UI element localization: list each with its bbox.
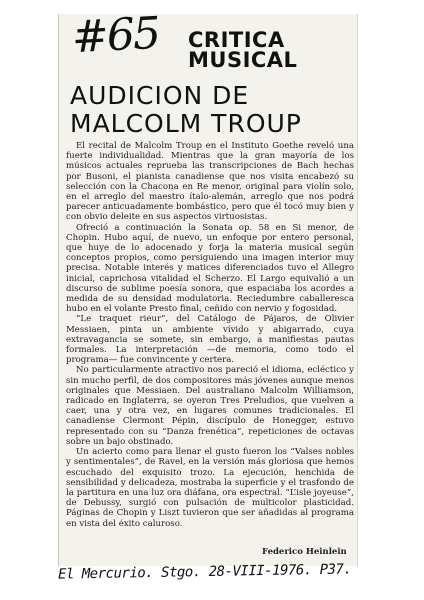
article-paragraph: Un acierto como para llenar el gusto fueron los “Valses nobles y sentimentales”, de Ravel, en la versión más gloriosa que hemos escuchado del exquisito trozo. La ejecución, henchida de sensibilidad y delicadeza, mostraba la superficie y el trasfondo de la partitura en una luz ora diáfana, ora espectral. “L’isle joyeuse”, de Debussy, surgió con pulsación de multicolor plasticidad. Páginas de Chopin y Liszt tuvieron que ser añadidas al programa en vista del éxito caluroso.: [66, 447, 354, 529]
author-signature: Federico Heinlein: [262, 547, 347, 557]
handwritten-tag: #65: [70, 7, 161, 64]
headline-line-2: MALCOLM TROUP: [70, 109, 302, 138]
section-title: [188, 30, 358, 70]
article-body: [66, 141, 354, 529]
article-paragraph: No particularmente atractivo nos pareció el idioma, ecléctico y sin mucho perfil, de dos compositores más jóvenes aunque menos originales que Messiaen. Del australiano Malcolm Williamson, radicado en Inglaterra, se oyeron Tres Preludios, que vuelven a caer, una y otra vez, en lugares comunes tradicionales. El canadiense Clermont Pépin, discípulo de Honegger, estuvo representado con su “Danza frenética”, repeticiones de octavas sobre un bajo obstinado.: [66, 365, 354, 447]
headline: [70, 82, 350, 138]
article-paragraph: Ofreció a continuación la Sonata op. 58 en Si menor, de Chopin. Hubo aquí, de nuevo, un enfoque por entero personal, que huye de lo adocenado y forja la materia musical según conceptos propios, como persiguiendo una imagen interior muy precisa. Notable interés y matices diferenciados tuvo el Allegro inicial, caprichosa vitalidad el Scherzo. El Largo equivalió a un discurso de sublime poesía sonora, que espaciaba los acordes a medida de su densidad modulatoria. Reciedumbre caballeresca hubo en el volante Presto final, ceñido con nervio y fogosidad.: [66, 222, 354, 315]
headline-line-1: AUDICION DE: [70, 81, 250, 110]
article-paragraph: “Le traquet rieur”, del Catálogo de Pájaros, de Olivier Messiaen, pinta un ambiente vívido y abigarrado, cuya extravagancia se somete, sin embargo, a manifiestas pautas formales. La interpretación —de memoria, como todo el programa— fue convincente y certera.: [66, 314, 354, 366]
article-paragraph: El recital de Malcolm Troup en el Instituto Goethe reveló una fuerte individualidad. Mientras que la gran mayoría de los músicos actuales reprueba las transcripciones de Bach hechas por Busoni, el pianista canadiense que nos visita encabezó su selección con la Chacona en Re menor, original para violín solo, en el arreglo del maestro ítalo-alemán, arreglo que nos podrá parecer anticuadamente bombástico, pero que él tocó muy bien y con obvio deleite en sus aspectos virtuosistas.: [66, 141, 354, 223]
handwritten-source-note: El Mercurio. Stgo. 28-VIII-1976. P37.: [57, 561, 352, 583]
section-title-line-1: CRITICA: [188, 28, 285, 52]
section-title-line-2: MUSICAL: [188, 48, 298, 72]
